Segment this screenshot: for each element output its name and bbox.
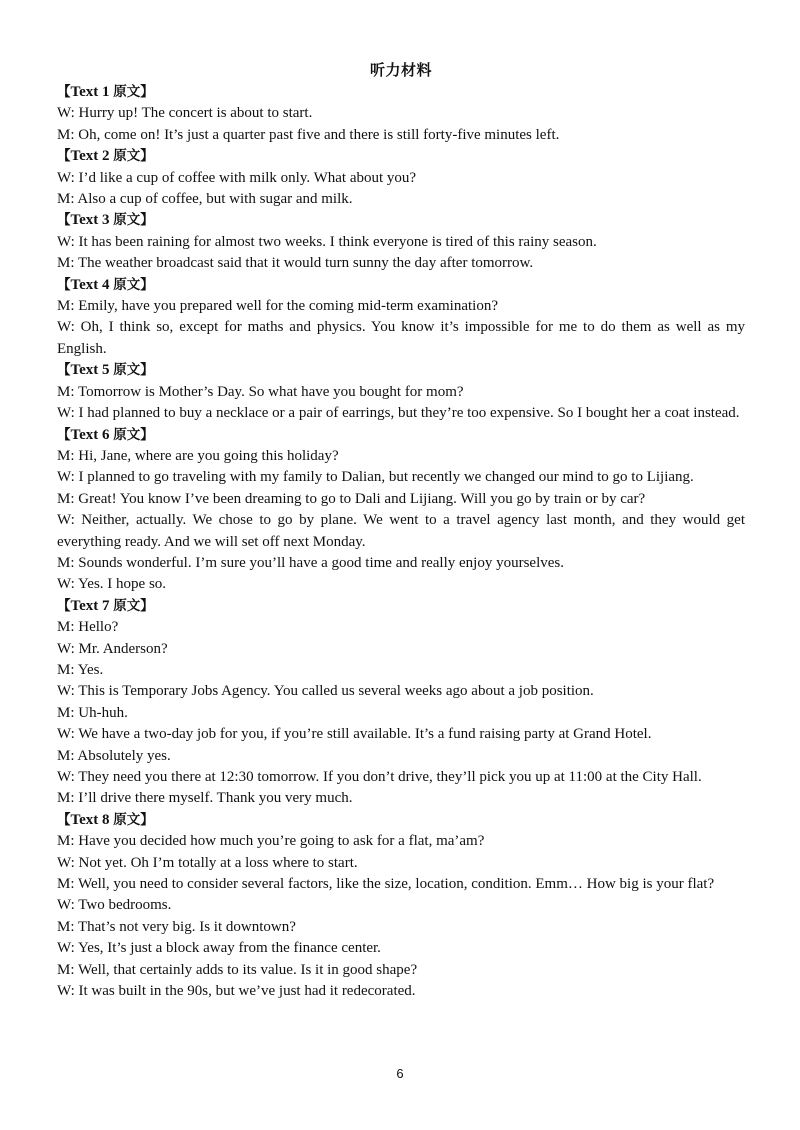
dialogue-line: M: Hello? xyxy=(57,619,119,636)
transcript-section xyxy=(57,82,745,146)
heading-bracket-close: 】 xyxy=(140,426,154,443)
heading-label: Text 5 xyxy=(70,362,114,379)
dialogue-line: M: That’s not very big. Is it downtown? xyxy=(57,918,296,935)
heading-bracket-open: 【 xyxy=(57,426,71,443)
dialogue-line: W: Two bedrooms. xyxy=(57,897,172,914)
heading-cjk-label: 原文 xyxy=(113,811,141,828)
transcript-section xyxy=(57,596,745,810)
transcript-section xyxy=(57,425,745,596)
dialogue-line: M: Hi, Jane, where are you going this holiday? xyxy=(57,447,339,464)
dialogue-line: M: Great! You know I’ve been dreaming to go to Dali and Lijiang. Will you go by train or by car? xyxy=(57,490,646,507)
section-heading xyxy=(57,425,745,446)
heading-cjk-label: 原文 xyxy=(113,212,141,229)
section-heading xyxy=(57,596,745,617)
transcript-section xyxy=(57,360,745,424)
transcript-section xyxy=(57,146,745,210)
dialogue-line: M: Well, that certainly adds to its value. Is it in good shape? xyxy=(57,961,418,978)
heading-cjk-label: 原文 xyxy=(113,426,141,443)
heading-bracket-close: 】 xyxy=(140,84,154,100)
dialogue-line: W: It was built in the 90s, but we’ve just had it redecorated. xyxy=(57,983,416,1000)
dialogue-line: W: They need you there at 12:30 tomorrow. If you don’t drive, they’ll pick you up at 11:00 at the City Hall. xyxy=(57,769,702,785)
section-heading xyxy=(57,210,745,231)
heading-bracket-close: 】 xyxy=(140,148,154,165)
dialogue-line: W: I planned to go traveling with my family to Dalian, but recently we changed our mind to go to Lijiang. xyxy=(57,469,694,486)
section-heading xyxy=(57,360,745,381)
dialogue-line: W: Mr. Anderson? xyxy=(57,640,168,657)
dialogue-line: M: Absolutely yes. xyxy=(57,747,171,764)
dialogue-line: W: Not yet. Oh I’m totally at a loss where to start. xyxy=(57,854,358,871)
heading-cjk-label: 原文 xyxy=(113,84,141,100)
heading-label: Text 1 xyxy=(70,84,114,100)
heading-bracket-close: 】 xyxy=(140,811,154,828)
dialogue-line: W: This is Temporary Jobs Agency. You called us several weeks ago about a job position. xyxy=(57,683,594,700)
dialogue-line: M: Tomorrow is Mother’s Day. So what have you bought for mom? xyxy=(57,383,464,400)
heading-bracket-open: 【 xyxy=(57,811,71,828)
heading-label: Text 8 xyxy=(70,811,114,828)
transcript-section xyxy=(57,275,745,361)
heading-bracket-close: 】 xyxy=(140,597,154,614)
dialogue-line: W: We have a two-day job for you, if you’re still available. It’s a fund raising party at Grand Hotel. xyxy=(57,726,652,743)
section-heading xyxy=(57,275,745,296)
heading-cjk-label: 原文 xyxy=(113,597,141,614)
dialogue-line: M: The weather broadcast said that it would turn sunny the day after tomorrow. xyxy=(57,255,534,272)
heading-label: Text 6 xyxy=(70,426,114,443)
dialogue-line: M: I’ll drive there myself. Thank you very much. xyxy=(57,790,353,807)
dialogue-line: M: Emily, have you prepared well for the coming mid-term examination? xyxy=(57,298,498,315)
transcript-body xyxy=(57,82,745,1002)
section-heading xyxy=(57,146,745,167)
dialogue-line: W: Neither, actually. We chose to go by plane. We went to a travel agency last month, and they would get everything ready. And we will set off next Monday. xyxy=(57,512,745,550)
heading-cjk-label: 原文 xyxy=(113,148,141,165)
transcript-section xyxy=(57,810,745,1003)
heading-cjk-label: 原文 xyxy=(113,362,141,379)
heading-bracket-open: 【 xyxy=(57,597,71,614)
dialogue-line: M: Oh, come on! It’s just a quarter past five and there is still forty-five minutes left. xyxy=(57,126,560,143)
heading-cjk-label: 原文 xyxy=(113,276,141,293)
heading-bracket-close: 】 xyxy=(140,212,154,229)
dialogue-line: W: Hurry up! The concert is about to start. xyxy=(57,105,313,122)
heading-label: Text 2 xyxy=(70,148,114,165)
dialogue-line: W: It has been raining for almost two weeks. I think everyone is tired of this rainy season. xyxy=(57,233,597,250)
dialogue-line: M: Have you decided how much you’re going to ask for a flat, ma’am? xyxy=(57,833,485,850)
dialogue-line: W: I’d like a cup of coffee with milk only. What about you? xyxy=(57,169,417,186)
heading-bracket-close: 】 xyxy=(140,276,154,293)
dialogue-line: W: Yes, It’s just a block away from the finance center. xyxy=(57,940,381,957)
dialogue-line: M: Also a cup of coffee, but with sugar and milk. xyxy=(57,191,353,208)
dialogue-line: M: Yes. xyxy=(57,661,104,678)
page-number: 6 xyxy=(396,1066,404,1081)
dialogue-line: W: I had planned to buy a necklace or a pair of earrings, but they’re too expensive. So I bought her a coat instead. xyxy=(57,405,740,422)
transcript-section xyxy=(57,210,745,274)
dialogue-line: M: Sounds wonderful. I’m sure you’ll have a good time and really enjoy yourselves. xyxy=(57,554,564,571)
section-heading xyxy=(57,810,745,831)
heading-label: Text 7 xyxy=(70,597,114,614)
dialogue-line: W: Yes. I hope so. xyxy=(57,576,167,593)
section-heading xyxy=(57,82,745,103)
heading-bracket-close: 】 xyxy=(140,362,154,379)
heading-bracket-open: 【 xyxy=(57,362,71,379)
dialogue-line: W: Oh, I think so, except for maths and physics. You know it’s impossible for me to do them as well as my English. xyxy=(57,319,745,357)
dialogue-line: M: Well, you need to consider several factors, like the size, location, condition. Emm… How big is your flat? xyxy=(57,876,715,893)
dialogue-line: M: Uh-huh. xyxy=(57,704,128,721)
heading-bracket-open: 【 xyxy=(57,148,71,165)
heading-label: Text 4 xyxy=(70,276,114,293)
heading-bracket-open: 【 xyxy=(57,212,71,229)
heading-bracket-open: 【 xyxy=(57,276,71,293)
heading-bracket-open: 【 xyxy=(57,84,71,100)
page-title: 听力材料 xyxy=(369,61,432,79)
heading-label: Text 3 xyxy=(70,212,114,229)
